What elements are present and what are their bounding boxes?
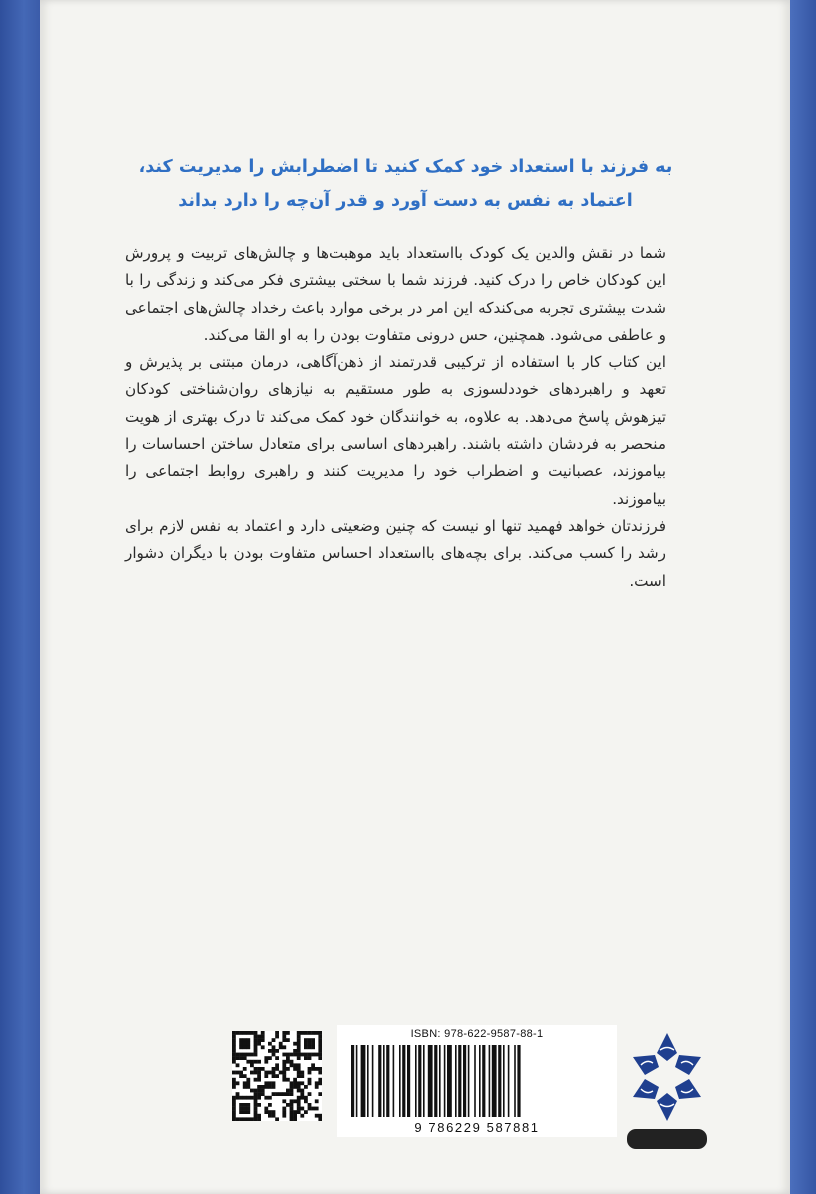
spine-right bbox=[790, 0, 816, 1194]
blurb bbox=[125, 240, 666, 595]
blurb-paragraph-2: این کتاب کار با استفاده از ترکیبی قدرتمند از ذهن‌آگاهی، درمان مبتنی بر پذیرش و تعهد و راهبردهای خوددلسوزی به طور مستقیم به نیازهای روان‌شناختی کودکان تیزهوش پاسخ می‌دهد. به علاوه، به خوانندگان خود کمک می‌کند تا درک بهتری از هویت منحصر به فردشان داشته باشند. راهبردهای اساسی برای متعادل ساختن احساسات را بیاموزند، عصبانیت و اضطراب خود را مدیریت کنند و راهبری روابط اجتماعی را بیاموزند. bbox=[125, 353, 666, 508]
publisher-logo-caption bbox=[627, 1129, 707, 1149]
qr-code-icon bbox=[232, 1031, 322, 1121]
blurb-paragraph-1: شما در نقش والدین یک کودک بااستعداد باید موهبت‌ها و چالش‌های تربیت و پرورش این کودکان خاص را درک کنید. فرزند شما با سختی بیشتری فکر می‌کند و زندگی را با شدت بیشتری تجربه می‌کندکه این امر در برخی موارد باعث رخداد چالش‌های اجتماعی و عاطفی می‌شود. همچنین، حس درونی متفاوت بودن را به او القا می‌کند. bbox=[125, 244, 666, 344]
headline-line-1: به فرزند با استعداد خود کمک کنید تا اضطرابش را مدیریت کند، bbox=[138, 157, 673, 177]
isbn-digits: 9 786229 587881 bbox=[414, 1120, 540, 1135]
isbn-label: ISBN: 978-622-9587-88-1 bbox=[410, 1028, 544, 1040]
barcode-area bbox=[232, 1025, 702, 1155]
publisher-star-book-icon bbox=[627, 1025, 707, 1130]
blurb-paragraph-3: فرزندتان خواهد فهمید تنها او نیست که چنین وضعیتی دارد و اعتماد به نفس لازم برای رشد را کسب می‌کند. برای بچه‌های بااستعداد احساس متفاوت بودن با دیگران دشوار است. bbox=[125, 516, 666, 590]
headline-line-2: اعتماد به نفس به دست آورد و قدر آن‌چه را دارد بداند bbox=[178, 191, 633, 211]
publisher-logo bbox=[627, 1025, 707, 1150]
spine-left bbox=[0, 0, 40, 1194]
headline bbox=[90, 150, 721, 218]
qr-code bbox=[232, 1031, 322, 1121]
isbn-barcode bbox=[337, 1025, 617, 1137]
